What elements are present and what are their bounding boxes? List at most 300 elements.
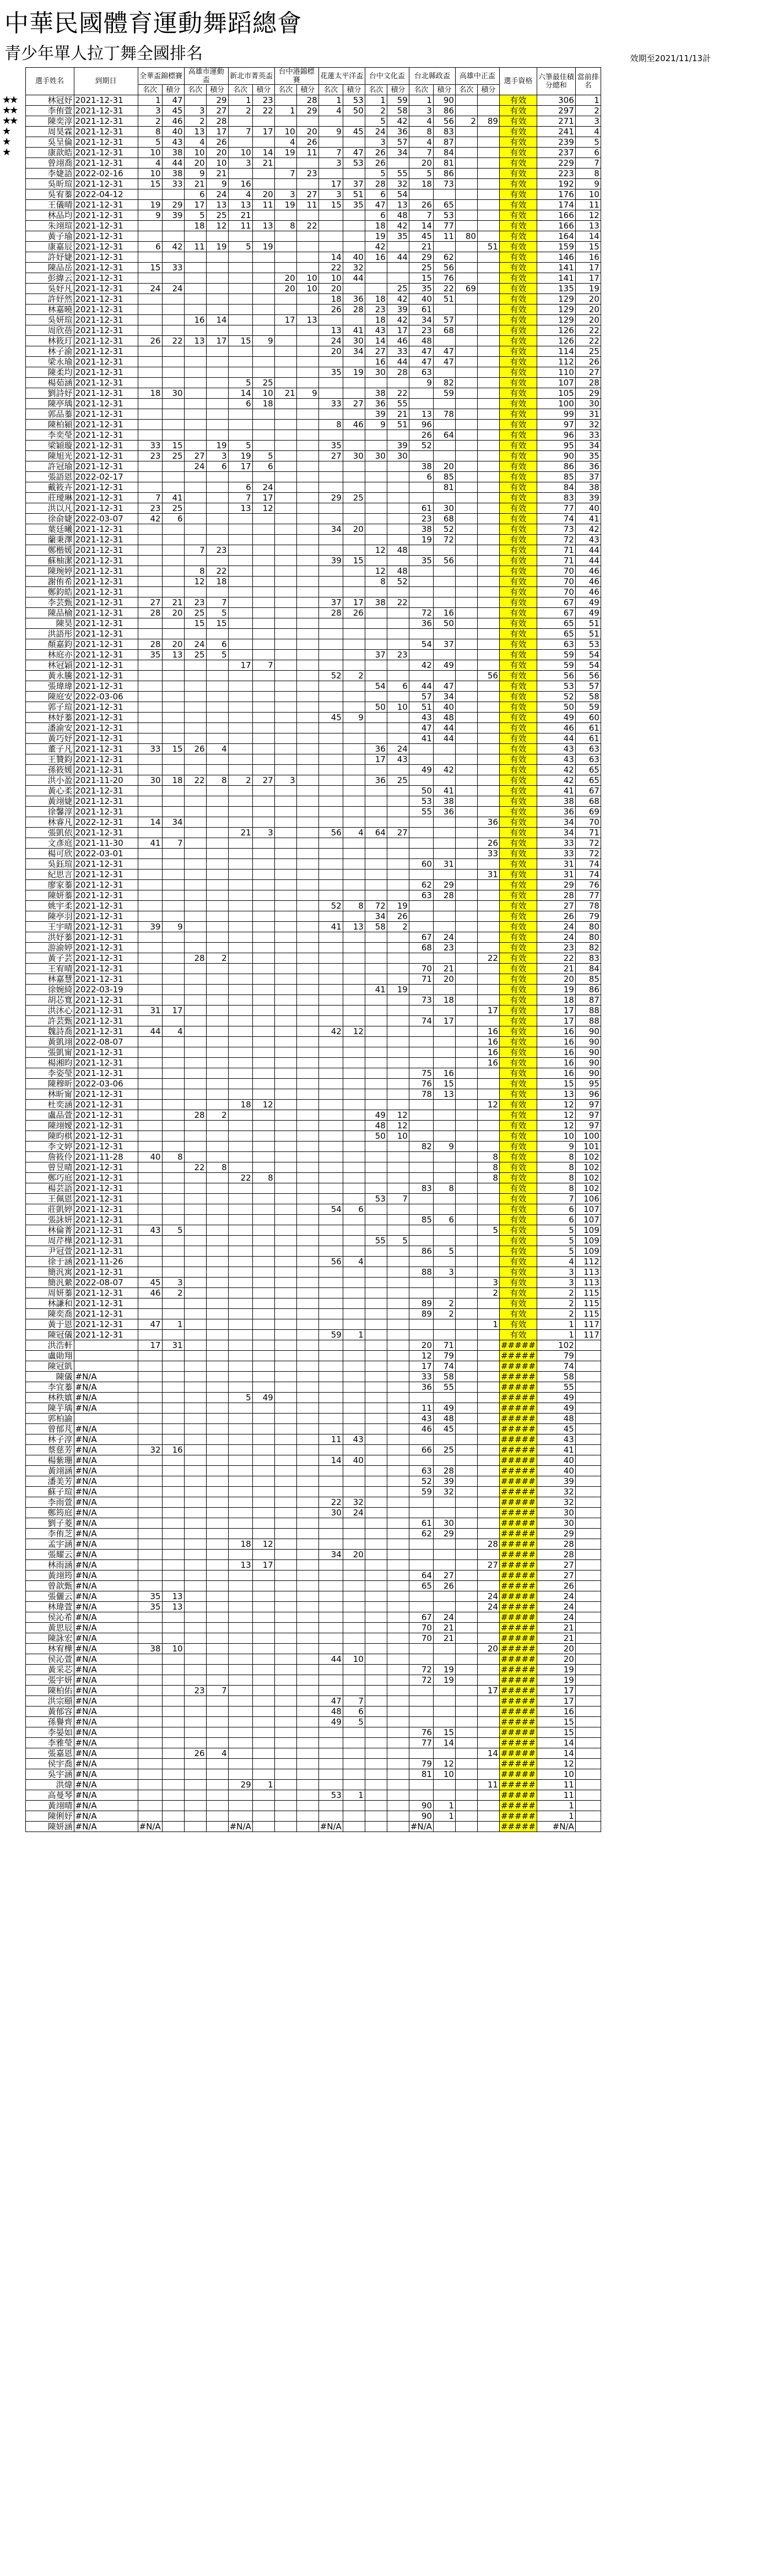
event-rank-cell [409, 1696, 433, 1707]
event-rank-cell [138, 1696, 162, 1707]
validity-cell: 有效 [499, 597, 537, 608]
player-name: 胡芯寬 [25, 995, 74, 1006]
current-rank-cell [575, 1748, 601, 1759]
player-name: 林秩嫃 [25, 1393, 74, 1403]
star-marker: ★ [2, 147, 10, 158]
event-rank-cell [365, 1665, 387, 1675]
event-rank-cell [228, 1026, 252, 1037]
event-points-cell: 39 [162, 210, 184, 221]
event-points-cell [343, 1382, 365, 1393]
event-rank-cell [318, 1006, 343, 1016]
event-rank-cell [318, 535, 343, 545]
event-points-cell [477, 305, 499, 315]
star-marker [1, 1068, 25, 1079]
event-points-cell [477, 1654, 499, 1665]
event-rank-cell: 15 [138, 263, 162, 273]
event-points-cell [387, 974, 409, 985]
event-points-cell: 21 [162, 597, 184, 608]
event-rank-cell [274, 545, 296, 556]
event-rank-cell: 15 [318, 200, 343, 210]
event-rank-cell [409, 1455, 433, 1466]
expiry-date: #N/A [74, 1539, 138, 1550]
event-points-cell: 9 [206, 179, 228, 189]
expiry-date: 2021-12-31 [74, 901, 138, 911]
best6-total-cell: 166 [537, 210, 575, 221]
event-points-cell: 72 [433, 535, 455, 545]
event-rank-cell [409, 1434, 433, 1445]
event-points-cell: 24 [162, 284, 184, 294]
event-points-cell [252, 901, 274, 911]
event-rank-cell [318, 1372, 343, 1382]
event-rank-cell [274, 1309, 296, 1319]
current-rank-cell: 35 [575, 451, 601, 461]
table-row [1, 189, 601, 200]
event-rank-cell [274, 1330, 296, 1340]
event-points-cell [477, 618, 499, 629]
event-rank-cell: 31 [138, 1006, 162, 1016]
event-rank-cell: 70 [409, 1623, 433, 1633]
event-points-cell: 12 [206, 221, 228, 231]
event-points-cell [296, 493, 318, 503]
current-rank-cell: 31 [575, 409, 601, 420]
event-rank-cell [184, 1696, 206, 1707]
event-rank-cell [455, 713, 477, 723]
expiry-date: 2021-12-31 [74, 890, 138, 901]
current-rank-cell: 65 [575, 775, 601, 786]
validity-cell: 有效 [499, 943, 537, 953]
event-rank-cell [228, 713, 252, 723]
event-rank-cell [318, 1288, 343, 1298]
player-name: 黃翊晴 [25, 1801, 74, 1811]
event-rank-cell: 7 [409, 210, 433, 221]
event-points-cell [162, 1696, 184, 1707]
event-points-cell [162, 692, 184, 702]
event-rank-cell: 25 [184, 650, 206, 660]
event-rank-cell [274, 1131, 296, 1142]
event-rank-cell: 22 [184, 775, 206, 786]
current-rank-cell: 43 [575, 535, 601, 545]
event-rank-cell: 39 [138, 922, 162, 932]
player-name: 黃翊涵 [25, 1466, 74, 1476]
event-rank-cell [138, 1738, 162, 1748]
expiry-date: 2021-12-31 [74, 953, 138, 964]
validity-cell: 有效 [499, 723, 537, 733]
event-points-cell [433, 744, 455, 754]
event-rank-cell [455, 367, 477, 378]
validity-cell: ##### [499, 1518, 537, 1529]
event-rank-cell [274, 1414, 296, 1424]
event-points-cell [162, 1068, 184, 1079]
event-rank-cell [274, 1539, 296, 1550]
player-name: 侯沁希 [25, 1612, 74, 1623]
event-rank-cell [184, 1068, 206, 1079]
event-points-cell [343, 1121, 365, 1131]
event-points-cell [162, 1466, 184, 1476]
event-points-cell [206, 284, 228, 294]
event-rank-cell [138, 1811, 162, 1822]
event-points-cell [343, 943, 365, 953]
event-points-cell [252, 1623, 274, 1633]
event-rank-cell: 36 [365, 399, 387, 409]
star-marker [1, 1665, 25, 1675]
player-name: 莊璦琳 [25, 493, 74, 503]
event-rank-cell: 61 [409, 1518, 433, 1529]
event-rank-cell [318, 388, 343, 399]
event-rank-cell [318, 1570, 343, 1581]
event-rank-cell: 96 [409, 420, 433, 430]
event-points-cell [206, 1570, 228, 1581]
event-rank-cell: 20 [184, 158, 206, 169]
event-points-cell [343, 1633, 365, 1644]
event-points-cell [206, 1790, 228, 1801]
star-marker: ★ [2, 126, 10, 137]
event-rank-cell [318, 1591, 343, 1602]
event-points-cell: 86 [433, 169, 455, 179]
event-rank-cell [228, 671, 252, 681]
star-marker [1, 1351, 25, 1361]
table-row [1, 974, 601, 985]
event-points-cell: 2 [433, 1309, 455, 1319]
event-points-cell [296, 1026, 318, 1037]
event-rank-cell [138, 1612, 162, 1623]
event-points-cell [206, 1183, 228, 1194]
event-points-cell [206, 1675, 228, 1686]
validity-cell: 有效 [499, 200, 537, 210]
event-points-cell [296, 357, 318, 367]
event-points-cell [206, 1100, 228, 1110]
validity-cell: 有效 [499, 901, 537, 911]
event-points-cell [162, 461, 184, 472]
current-rank-cell: 102 [575, 1162, 601, 1173]
event-rank-cell: 35 [318, 367, 343, 378]
expiry-date: 2021-12-31 [74, 922, 138, 932]
player-name: 郭柏諭 [25, 1414, 74, 1424]
event-rank-cell: 20 [409, 1340, 433, 1351]
event-points-cell: 90 [433, 95, 455, 106]
event-rank-cell [455, 1100, 477, 1110]
event-rank-cell [455, 911, 477, 922]
expiry-date: 2021-12-31 [74, 660, 138, 671]
star-marker [1, 1079, 25, 1089]
event-rank-cell [455, 535, 477, 545]
expiry-date: 2021-12-31 [74, 294, 138, 305]
event-points-cell: 6 [252, 461, 274, 472]
event-rank-cell: 37 [318, 597, 343, 608]
player-name: 周芹樺 [25, 1236, 74, 1246]
event-rank-cell [228, 1309, 252, 1319]
current-rank-cell [575, 1424, 601, 1434]
validity-cell: 有效 [499, 148, 537, 158]
validity-cell: ##### [499, 1560, 537, 1570]
event-rank-cell: 35 [409, 284, 433, 294]
event-points-cell [206, 880, 228, 890]
best6-total-cell: 55 [537, 1382, 575, 1393]
star-marker [1, 1047, 25, 1058]
event-points-cell: 25 [387, 284, 409, 294]
best6-total-cell: 176 [537, 189, 575, 200]
event-rank-cell [365, 1518, 387, 1529]
event-points-cell: 26 [343, 608, 365, 618]
event-rank-cell [138, 754, 162, 765]
event-rank-cell [365, 1644, 387, 1654]
event-points-cell [162, 1361, 184, 1372]
expiry-date [74, 1351, 138, 1361]
player-name: 林昕甯 [25, 1089, 74, 1100]
event-rank-cell [365, 1079, 387, 1089]
current-rank-cell: 7 [575, 158, 601, 169]
points-subheader: 積分 [477, 85, 499, 95]
event-rank-cell [318, 1173, 343, 1183]
event-points-cell [252, 880, 274, 890]
validity-cell: 有效 [499, 451, 537, 461]
player-name: 許冠瑜 [25, 461, 74, 472]
event-points-cell: 44 [343, 273, 365, 284]
current-rank-cell: 109 [575, 1236, 601, 1246]
event-rank-cell: 21 [274, 388, 296, 399]
event-points-cell: 31 [477, 869, 499, 880]
event-points-cell [206, 305, 228, 315]
event-rank-cell [455, 1309, 477, 1319]
event-points-cell: 18 [206, 577, 228, 587]
event-rank-cell [365, 493, 387, 503]
event-points-cell [477, 1675, 499, 1686]
expiry-date: 2021-11-28 [74, 1152, 138, 1162]
event-rank-cell [455, 1058, 477, 1068]
event-rank-cell [455, 577, 477, 587]
event-points-cell [206, 409, 228, 420]
current-rank-cell [575, 1497, 601, 1508]
current-rank-cell: 49 [575, 608, 601, 618]
table-row [1, 210, 601, 221]
star-marker [1, 231, 25, 242]
event-rank-cell: 14 [138, 817, 162, 828]
event-rank-cell: 17 [318, 179, 343, 189]
event-rank-cell [455, 1414, 477, 1424]
player-name: 顏嘉鈞 [25, 639, 74, 650]
event-rank-cell: 13 [228, 503, 252, 514]
event-points-cell: 30 [433, 503, 455, 514]
validity-cell: ##### [499, 1612, 537, 1623]
event-rank-cell [318, 869, 343, 880]
event-points-cell [162, 545, 184, 556]
event-rank-cell [184, 1518, 206, 1529]
event-rank-cell [365, 1340, 387, 1351]
event-points-cell [252, 252, 274, 263]
event-points-cell [206, 1738, 228, 1748]
event-rank-cell [274, 566, 296, 577]
event-rank-cell: 2 [228, 106, 252, 116]
event-points-cell [296, 1414, 318, 1424]
current-rank-cell: 8 [575, 169, 601, 179]
event-rank-cell [455, 985, 477, 995]
player-name: 徐婉綺 [25, 985, 74, 995]
event-rank-cell: 43 [409, 713, 433, 723]
event-rank-cell [365, 995, 387, 1006]
event-rank-cell [274, 807, 296, 817]
event-points-cell [387, 1560, 409, 1570]
event-rank-cell [184, 430, 206, 441]
event-rank-cell [184, 1727, 206, 1738]
event-rank-cell [274, 294, 296, 305]
event-points-cell [206, 985, 228, 995]
event-rank-cell: 9 [184, 169, 206, 179]
event-points-cell [162, 273, 184, 284]
best6-total-cell: 12 [537, 1110, 575, 1121]
event-rank-cell [228, 1487, 252, 1497]
rank-subheader: 名次 [318, 85, 343, 95]
event-points-cell [433, 817, 455, 828]
event-points-cell: 25 [343, 493, 365, 503]
expiry-date: 2021-12-31 [74, 430, 138, 441]
event-rank-cell [228, 1236, 252, 1246]
event-rank-cell [184, 388, 206, 399]
event-points-cell [252, 441, 274, 451]
event-points-cell: 17 [387, 325, 409, 336]
event-points-cell [477, 1267, 499, 1278]
event-points-cell [162, 1330, 184, 1340]
event-points-cell [252, 179, 274, 189]
expiry-date: 2021-12-31 [74, 263, 138, 273]
event-points-cell: 23 [387, 650, 409, 660]
event-points-cell [387, 1225, 409, 1236]
event-rank-cell [138, 294, 162, 305]
event-points-cell [343, 242, 365, 252]
current-rank-cell [575, 1686, 601, 1696]
event-points-cell [252, 922, 274, 932]
event-points-cell [206, 859, 228, 869]
event-points-cell [477, 1623, 499, 1633]
event-points-cell: 47 [433, 357, 455, 367]
event-points-cell [252, 1414, 274, 1424]
event-rank-cell [184, 1738, 206, 1748]
event-rank-cell [274, 1602, 296, 1612]
table-row [1, 1393, 601, 1403]
event-points-cell [206, 1236, 228, 1246]
event-points-cell [477, 1518, 499, 1529]
event-points-cell: 9 [252, 336, 274, 346]
event-points-cell [252, 1769, 274, 1780]
current-rank-cell [575, 1487, 601, 1497]
event-rank-cell [455, 849, 477, 859]
event-points-cell [477, 461, 499, 472]
player-name: 洪煒 [25, 1780, 74, 1790]
event-rank-cell: 23 [138, 503, 162, 514]
event-rank-cell [455, 597, 477, 608]
event-points-cell [252, 294, 274, 305]
event-points-cell [206, 1801, 228, 1811]
star-marker [1, 1675, 25, 1686]
star-marker [1, 1026, 25, 1037]
event-rank-cell [184, 1550, 206, 1560]
rank-subheader: 名次 [138, 85, 162, 95]
event-points-cell [162, 367, 184, 378]
event-points-cell [387, 890, 409, 901]
table-row [1, 1068, 601, 1079]
event-rank-cell [365, 849, 387, 859]
event-rank-cell [184, 1309, 206, 1319]
expiry-date: 2021-12-31 [74, 1215, 138, 1225]
event-rank-cell: 26 [318, 305, 343, 315]
event-rank-cell [455, 807, 477, 817]
event-points-cell: 7 [206, 597, 228, 608]
current-rank-cell: 113 [575, 1278, 601, 1288]
best6-total-cell: 27 [537, 1560, 575, 1570]
table-row [1, 1434, 601, 1445]
event-rank-cell [228, 1550, 252, 1560]
event-points-cell: 24 [252, 482, 274, 493]
event-rank-cell: 3 [409, 106, 433, 116]
event-points-cell: 22 [252, 106, 274, 116]
event-points-cell [296, 838, 318, 849]
event-points-cell [296, 556, 318, 566]
event-points-cell [296, 922, 318, 932]
expiry-date: 2021-12-31 [74, 95, 138, 106]
event-rank-cell [318, 503, 343, 514]
table-row [1, 1173, 601, 1183]
event-rank-cell [184, 1393, 206, 1403]
event-rank-cell [184, 765, 206, 775]
best6-total-cell: 5 [537, 1246, 575, 1257]
event-rank-cell [365, 1162, 387, 1173]
event-points-cell [252, 1204, 274, 1215]
event-rank-cell [138, 1351, 162, 1361]
event-points-cell [477, 420, 499, 430]
event-points-cell: 4 [206, 1748, 228, 1759]
event-rank-cell: 13 [409, 409, 433, 420]
star-marker [1, 733, 25, 744]
validity-cell: 有效 [499, 890, 537, 901]
player-name: 潘渝安 [25, 723, 74, 733]
star-marker [1, 1445, 25, 1455]
event-points-cell [206, 399, 228, 409]
event-points-cell: 4 [343, 1257, 365, 1267]
event-points-cell [343, 890, 365, 901]
event-rank-cell [228, 964, 252, 974]
event-header: 全華盃錦標賽 [138, 68, 184, 85]
event-points-cell [252, 315, 274, 325]
event-points-cell [343, 1414, 365, 1424]
event-points-cell [162, 1204, 184, 1215]
event-points-cell [477, 828, 499, 838]
validity-cell: 有效 [499, 1278, 537, 1288]
event-rank-cell [455, 964, 477, 974]
table-row [1, 786, 601, 796]
event-points-cell [387, 660, 409, 671]
event-points-cell [477, 336, 499, 346]
event-points-cell [343, 1152, 365, 1162]
event-rank-cell: 7 [138, 493, 162, 503]
event-rank-cell: 56 [318, 1257, 343, 1267]
table-row [1, 325, 601, 336]
event-rank-cell [409, 1748, 433, 1759]
event-rank-cell [228, 1518, 252, 1529]
event-points-cell [252, 744, 274, 754]
event-rank-cell: 44 [138, 1026, 162, 1037]
event-points-cell [296, 943, 318, 953]
event-rank-cell [455, 305, 477, 315]
player-name: 陳俐妤 [25, 1811, 74, 1822]
event-points-cell [206, 1602, 228, 1612]
validity-cell: ##### [499, 1591, 537, 1602]
event-rank-cell [365, 1278, 387, 1288]
table-row [1, 650, 601, 660]
event-rank-cell [365, 1225, 387, 1236]
event-points-cell [206, 1654, 228, 1665]
star-marker [1, 1340, 25, 1351]
event-rank-cell [228, 1707, 252, 1717]
event-points-cell: 2 [206, 953, 228, 964]
event-rank-cell [228, 1581, 252, 1591]
